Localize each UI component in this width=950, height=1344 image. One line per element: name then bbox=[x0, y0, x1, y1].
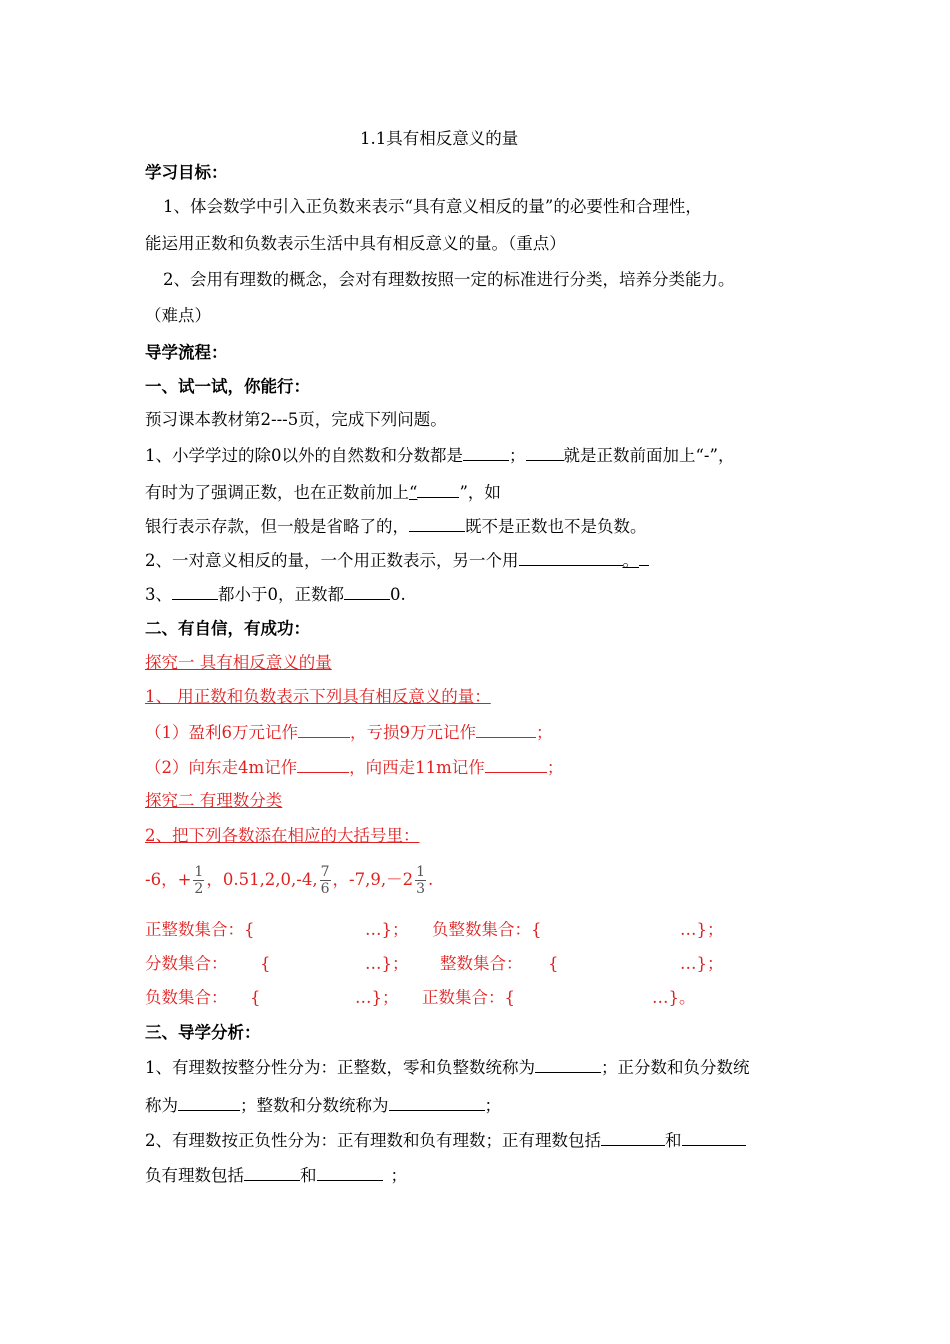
q1-blank-1[interactable] bbox=[463, 444, 509, 461]
goal-2-line-2: （难点） bbox=[145, 306, 211, 325]
analysis-2-line-2 bbox=[145, 1164, 407, 1187]
number-list bbox=[145, 860, 433, 900]
a1-text-e: ； bbox=[484, 1096, 501, 1115]
set-fractions[interactable]: 分数集合： bbox=[145, 954, 228, 973]
set-positive-integers[interactable]: 正整数集合：{ bbox=[145, 920, 255, 939]
a2-text-b: 和 bbox=[665, 1131, 682, 1150]
numbers-a: -6，+ bbox=[145, 870, 192, 889]
explore-1-item-1 bbox=[145, 721, 553, 744]
a2-blank-1[interactable] bbox=[601, 1129, 665, 1146]
a2-text-a: 2、有理数按正负性分为：正有理数和负有理数；正有理数包括 bbox=[145, 1131, 601, 1150]
explore-2-question-text: 2、把下列各数添在相应的大括号里： bbox=[145, 826, 420, 845]
question-1-line-1 bbox=[145, 444, 734, 467]
preview-instruction: 预习课本教材第2---5页，完成下列问题。 bbox=[145, 410, 447, 429]
explore-2-heading: 探究二 有理数分类 bbox=[145, 791, 283, 810]
page-title: 1.1具有相反意义的量 bbox=[360, 129, 519, 148]
set-integers-brace: { bbox=[548, 954, 559, 973]
explore-1-heading: 探究一 具有相反意义的量 bbox=[145, 653, 332, 672]
a1-text-d: ；整数和分数统称为 bbox=[240, 1096, 389, 1115]
fraction-7-6-num: 7 bbox=[320, 864, 330, 880]
a2-blank-2[interactable] bbox=[682, 1129, 746, 1146]
set-negatives-brace: { bbox=[250, 988, 261, 1007]
fraction-third-num: 1 bbox=[416, 864, 426, 880]
a1-blank-3[interactable] bbox=[389, 1094, 485, 1111]
set-fractions-brace: { bbox=[260, 954, 271, 973]
a2-blank-4[interactable] bbox=[317, 1164, 383, 1181]
q3-text-c: 0. bbox=[390, 585, 406, 604]
q1-blank-3[interactable] bbox=[417, 481, 459, 498]
flow-heading: 导学流程： bbox=[145, 343, 228, 362]
set-negatives-end: …}； bbox=[355, 988, 399, 1007]
set-fractions-end: …}； bbox=[365, 954, 409, 973]
section-3-heading: 三、导学分析： bbox=[145, 1023, 261, 1042]
e1-1-text-c: ； bbox=[536, 723, 553, 742]
fraction-half-num: 1 bbox=[194, 864, 204, 880]
e1-2-blank-1[interactable] bbox=[297, 756, 349, 773]
goal-2-line-1: 2、会用有理数的概念，会对有理数按照一定的标准进行分类，培养分类能力。 bbox=[163, 270, 735, 289]
e1-2-text-b: ，向西走11m记作 bbox=[349, 758, 485, 777]
a1-text-c: 称为 bbox=[145, 1096, 178, 1115]
numbers-b: ，0.51,2,0,-4, bbox=[206, 870, 318, 889]
goal-1-line-2: 能运用正数和负数表示生活中具有相反意义的量。（重点） bbox=[145, 234, 566, 253]
set-integers[interactable]: 整数集合： bbox=[440, 954, 523, 973]
set-positives[interactable]: 正数集合：{ bbox=[422, 988, 515, 1007]
q1-text-b: ； bbox=[509, 446, 526, 465]
goal-1-line-1: 1、体会数学中引入正负数来表示“具有意义相反的量”的必要性和合理性， bbox=[163, 197, 702, 216]
e1-2-text-a: （2）向东走4m记作 bbox=[145, 758, 298, 777]
a1-blank-2[interactable] bbox=[178, 1094, 240, 1111]
analysis-1-line-1 bbox=[145, 1056, 750, 1079]
explore-2-question bbox=[145, 825, 420, 847]
e1-2-blank-2[interactable] bbox=[485, 756, 547, 773]
fraction-half-den: 2 bbox=[194, 881, 204, 897]
a2-text-e: ； bbox=[390, 1166, 407, 1185]
q2-text-a: 2、一对意义相反的量，一个用正数表示，另一个用 bbox=[145, 551, 519, 570]
e1-1-blank-2[interactable] bbox=[476, 721, 536, 738]
e1-1-text-b: ，亏损9万元记作 bbox=[350, 723, 476, 742]
question-1-line-3 bbox=[145, 515, 647, 538]
explore-1-question bbox=[145, 686, 491, 708]
q1-text-d: 有时为了强调正数，也在正数前加上 bbox=[145, 483, 409, 502]
a2-text-d: 和 bbox=[300, 1166, 317, 1185]
section-2-heading: 二、有自信，有成功： bbox=[145, 619, 310, 638]
numbers-c: ，-7,9,－2 bbox=[332, 870, 414, 889]
q1-text-g: 银行表示存款，但一般是省略了的， bbox=[145, 517, 409, 536]
fraction-7-6-den: 6 bbox=[320, 881, 330, 897]
explore-1-question-text: 1、 用正数和负数表示下列具有相反意义的量： bbox=[145, 687, 491, 706]
question-1-line-2 bbox=[145, 481, 501, 504]
section-1-heading: 一、试一试，你能行： bbox=[145, 377, 310, 396]
a2-text-c: 负有理数包括 bbox=[145, 1166, 244, 1185]
goals-heading: 学习目标： bbox=[145, 163, 228, 182]
analysis-1-line-2 bbox=[145, 1094, 501, 1117]
q1-blank-2[interactable] bbox=[526, 444, 564, 461]
q2-blank-tail bbox=[639, 549, 649, 566]
fraction-third-den: 3 bbox=[416, 881, 426, 897]
set-negative-integers-end: …}； bbox=[680, 920, 724, 939]
set-integers-end: …}； bbox=[680, 954, 724, 973]
numbers-d: . bbox=[428, 870, 434, 889]
analysis-2-line-1 bbox=[145, 1129, 746, 1152]
e1-1-blank-1[interactable] bbox=[298, 721, 350, 738]
q1-text-a: 1、小学学过的除0以外的自然数和分数都是 bbox=[145, 446, 463, 465]
fraction-seven-sixths bbox=[320, 864, 331, 897]
a1-text-b: ；正分数和负分数统 bbox=[601, 1058, 750, 1077]
fraction-third bbox=[415, 864, 426, 897]
q2-text-b: 。 bbox=[622, 551, 639, 570]
e1-2-text-c: ； bbox=[546, 758, 564, 777]
q1-blank-4[interactable] bbox=[409, 515, 465, 532]
fraction-half bbox=[193, 864, 204, 897]
q1-quote-open: “ bbox=[409, 483, 418, 502]
a2-blank-3[interactable] bbox=[244, 1164, 300, 1181]
q2-blank[interactable] bbox=[519, 549, 623, 566]
question-3 bbox=[145, 583, 406, 606]
set-positive-integers-end: …}； bbox=[365, 920, 409, 939]
a1-blank-1[interactable] bbox=[535, 1056, 601, 1073]
q3-blank-2[interactable] bbox=[344, 583, 390, 600]
q3-text-a: 3、 bbox=[145, 585, 172, 604]
q1-text-f: ”，如 bbox=[459, 483, 501, 502]
set-negative-integers[interactable]: 负整数集合：{ bbox=[432, 920, 542, 939]
q1-text-h: 既不是正数也不是负数。 bbox=[465, 517, 647, 536]
q1-text-c: 就是正数前面加上“-”， bbox=[563, 446, 735, 465]
set-positives-end: …}。 bbox=[652, 988, 696, 1007]
a1-text-a: 1、有理数按整分性分为：正整数，零和负整数统称为 bbox=[145, 1058, 535, 1077]
question-2 bbox=[145, 549, 649, 572]
q3-text-b: 都小于0，正数都 bbox=[218, 585, 344, 604]
q3-blank-1[interactable] bbox=[172, 583, 218, 600]
explore-1-item-2 bbox=[145, 756, 563, 779]
e1-1-text-a: （1）盈利6万元记作 bbox=[145, 723, 298, 742]
set-negatives[interactable]: 负数集合： bbox=[145, 988, 228, 1007]
